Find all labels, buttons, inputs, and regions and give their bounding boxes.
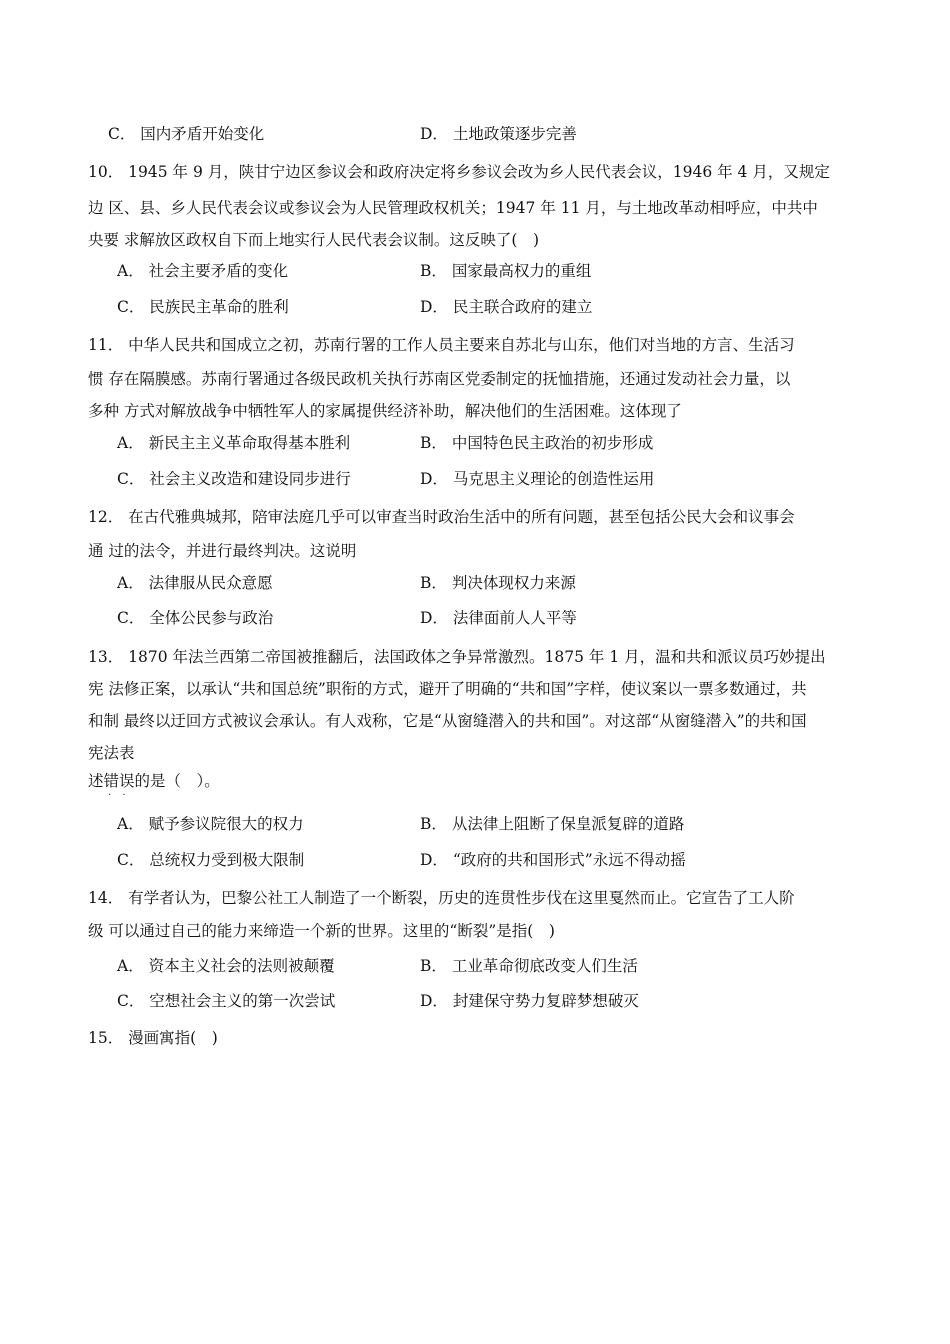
question-14-stem-line: 级 可以通过自己的能力来缔造一个新的世界。这里的“断裂”是指( ) [88, 922, 555, 940]
question-15-stem-line: 15． 漫画寓指( ) [88, 1029, 218, 1047]
question-12-option-d: D． 法律面前人人平等 [420, 609, 577, 627]
question-12-stem-line: 通 过的法令，并进行最终判决。这说明 [88, 542, 357, 560]
question-13-option-b: B． 从法律上阻断了保皇派复辟的道路 [420, 815, 685, 833]
question-13-stem-line: 述错误的是（ ）。 [88, 772, 220, 790]
question-12-stem-line: 12． 在古代雅典城邦，陪审法庭几乎可以审查当时政治生活中的所有问题，甚至包括公民大会和议事会 [88, 508, 795, 526]
question-13-stem-line: 宪 法修正案，以承认“共和国总统”职衔的方式，避开了明确的“共和国”字样，使议案以一票多数通过，共 [88, 680, 807, 698]
question-11-stem-line: 多种 方式对解放战争中牺牲军人的家属提供经济补助，解决他们的生活困难。这体现了 [88, 402, 682, 420]
question-13-stem-line: 宪法表 [88, 744, 135, 762]
question-12-option-b: B． 判决体现权力来源 [420, 574, 576, 592]
question-12-option-a: A． 法律服从民众意愿 [117, 574, 273, 592]
question-10-stem-line: 央要 求解放区政权自下而上地实行人民代表会议制。这反映了( ) [88, 231, 540, 249]
q9-option-d: D． 土地政策逐步完善 [420, 125, 577, 143]
question-10-option-b: B． 国家最高权力的重组 [420, 262, 592, 280]
question-14-stem-line: 14． 有学者认为，巴黎公社工人制造了一个断裂，历史的连贯性步伐在这里戛然而止。它宣告了工人阶 [88, 889, 795, 907]
question-11-option-d: D． 马克思主义理论的创造性运用 [420, 470, 655, 488]
emphasis-dots: · · [108, 790, 130, 801]
question-10-option-a: A． 社会主要矛盾的变化 [117, 262, 289, 280]
question-10-stem-line: 10． 1945 年 9 月，陕甘宁边区参议会和政府决定将乡参议会改为乡人民代表会议，1946 年 4 月，又规定 [88, 163, 830, 181]
question-11-stem-line: 惯 存在隔膜感。苏南行署通过各级民政机关执行苏南区党委制定的抚恤措施，还通过发动社会力量，以 [88, 370, 791, 388]
question-10-stem-line: 边 区、县、乡人民代表会议或参议会为人民管理政权机关；1947 年 11 月，与土地改革动相呼应，中共中 [88, 199, 818, 217]
question-10-option-d: D． 民主联合政府的建立 [420, 298, 593, 316]
question-14-option-a: A． 资本主义社会的法则被颠覆 [117, 957, 335, 975]
question-11-option-a: A． 新民主主义革命取得基本胜利 [117, 434, 351, 452]
question-11-option-c: C． 社会主义改造和建设同步进行 [117, 470, 351, 488]
question-10-option-c: C． 民族民主革命的胜利 [117, 298, 289, 316]
question-13-stem-line: 13． 1870 年法兰西第二帝国被推翻后，法国政体之争异常激烈。1875 年 1 月，温和共和派议员巧妙提出 [88, 648, 826, 666]
question-14-option-c: C． 空想社会主义的第一次尝试 [117, 992, 336, 1010]
question-11-option-b: B． 中国特色民主政治的初步形成 [420, 434, 654, 452]
q9-option-c: C． 国内矛盾开始变化 [108, 125, 265, 143]
question-13-stem-line: 和制 最终以迂回方式被议会承认。有人戏称，它是“从窗缝潜入的共和国”。对这部“从窗缝潜入”的共和国 [88, 712, 807, 730]
question-13-option-d: D． “政府的共和国形式”永远不得动摇 [420, 851, 686, 869]
question-14-option-d: D． 封建保守势力复辟梦想破灭 [420, 992, 639, 1010]
question-13-option-c: C． 总统权力受到极大限制 [117, 851, 305, 869]
question-13-option-a: A． 赋予参议院很大的权力 [117, 815, 304, 833]
question-14-option-b: B． 工业革命彻底改变人们生活 [420, 957, 638, 975]
question-11-stem-line: 11． 中华人民共和国成立之初，苏南行署的工作人员主要来自苏北与山东，他们对当地的方言、生活习 [88, 336, 795, 354]
question-12-option-c: C． 全体公民参与政治 [117, 609, 274, 627]
